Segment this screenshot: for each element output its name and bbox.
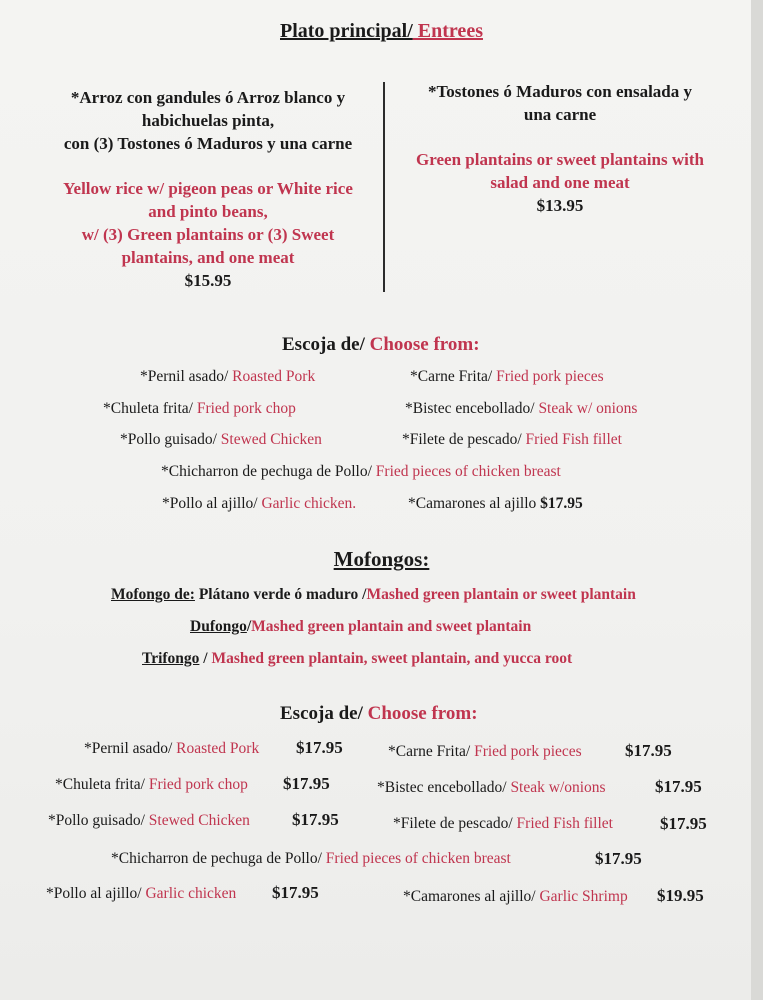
meat-item: *Pernil asado/ Roasted Pork [140, 368, 316, 385]
entree-right-price: $13.95 [536, 196, 584, 215]
choose-heading-1: Escoja de/ Choose from: [282, 334, 480, 355]
item-price: $17.95 [296, 738, 343, 757]
entree-left [28, 86, 388, 292]
entree-right-en-2: salad and one meat [490, 173, 630, 192]
item-price: $17.95 [272, 883, 319, 902]
meat-item: *Carne Frita/ Fried pork pieces [410, 368, 604, 385]
meat-price-item: *Carne Frita/ Fried pork pieces [388, 743, 582, 760]
meat-item: *Chuleta frita/ Fried pork chop [103, 400, 296, 417]
meat-item: *Pollo guisado/ Stewed Chicken [120, 431, 322, 448]
meat-price-item: *Chicharron de pechuga de Pollo/ Fried pieces of chicken breast [111, 850, 511, 867]
entree-left-en-4: plantains, and one meat [121, 248, 295, 267]
entree-right-es-2: una carne [523, 105, 597, 124]
entree-right-en-1: Green plantains or sweet plantains with [416, 150, 704, 169]
meat-price-item: *Pollo guisado/ Stewed Chicken [48, 812, 250, 829]
meat-price-item: *Chuleta frita/ Fried pork chop [55, 776, 248, 793]
paper-edge [751, 0, 763, 1000]
meat-price-item: *Pollo al ajillo/ Garlic chicken [46, 885, 237, 902]
page-title [0, 20, 763, 43]
entree-right [385, 80, 735, 217]
meat-item: *Camarones al ajillo $17.95 [408, 495, 583, 512]
meat-price-item: *Camarones al ajillo/ Garlic Shrimp [403, 888, 628, 905]
entree-left-en-1: Yellow rice w/ pigeon peas or White rice [63, 179, 353, 198]
item-price: $17.95 [660, 814, 707, 833]
title-es: Plato principal/ [280, 20, 413, 42]
item-price: $17.95 [655, 777, 702, 796]
meat-item: *Pollo al ajillo/ Garlic chicken. [162, 495, 357, 512]
entree-left-en-3: w/ (3) Green plantains or (3) Sweet [81, 225, 335, 244]
item-price: $17.95 [625, 741, 672, 760]
entree-left-price: $15.95 [184, 271, 232, 290]
entree-left-es-2: habichuelas pinta, [141, 111, 275, 130]
choose-heading-2: Escoja de/ Choose from: [280, 703, 478, 724]
item-price: $17.95 [283, 774, 330, 793]
entree-left-es-1: *Arroz con gandules ó Arroz blanco y [70, 88, 346, 107]
item-price: $17.95 [595, 849, 642, 868]
entree-left-es-3: con (3) Tostones ó Maduros y una carne [63, 134, 353, 153]
mofongos-title: Mofongos: [333, 547, 430, 571]
mofongo-line: Mofongo de: Plátano verde ó maduro /Mashed green plantain or sweet plantain [111, 586, 636, 603]
meat-price-item: *Filete de pescado/ Fried Fish fillet [393, 815, 613, 832]
title-en: Entrees [412, 20, 483, 42]
mofongo-line: Dufongo/Mashed green plantain and sweet plantain [190, 618, 532, 635]
meat-price-item: *Pernil asado/ Roasted Pork [84, 740, 260, 757]
item-price: $17.95 [292, 810, 339, 829]
meat-item: *Filete de pescado/ Fried Fish fillet [402, 431, 622, 448]
mofongo-line: Trifongo / Mashed green plantain, sweet plantain, and yucca root [142, 650, 573, 667]
meat-item: *Bistec encebollado/ Steak w/ onions [405, 400, 638, 417]
entree-left-en-2: and pinto beans, [148, 202, 268, 221]
entree-right-es-1: *Tostones ó Maduros con ensalada y [427, 82, 693, 101]
item-price: $19.95 [657, 886, 704, 905]
meat-item: *Chicharron de pechuga de Pollo/ Fried pieces of chicken breast [161, 463, 561, 480]
meat-price-item: *Bistec encebollado/ Steak w/onions [377, 779, 606, 796]
